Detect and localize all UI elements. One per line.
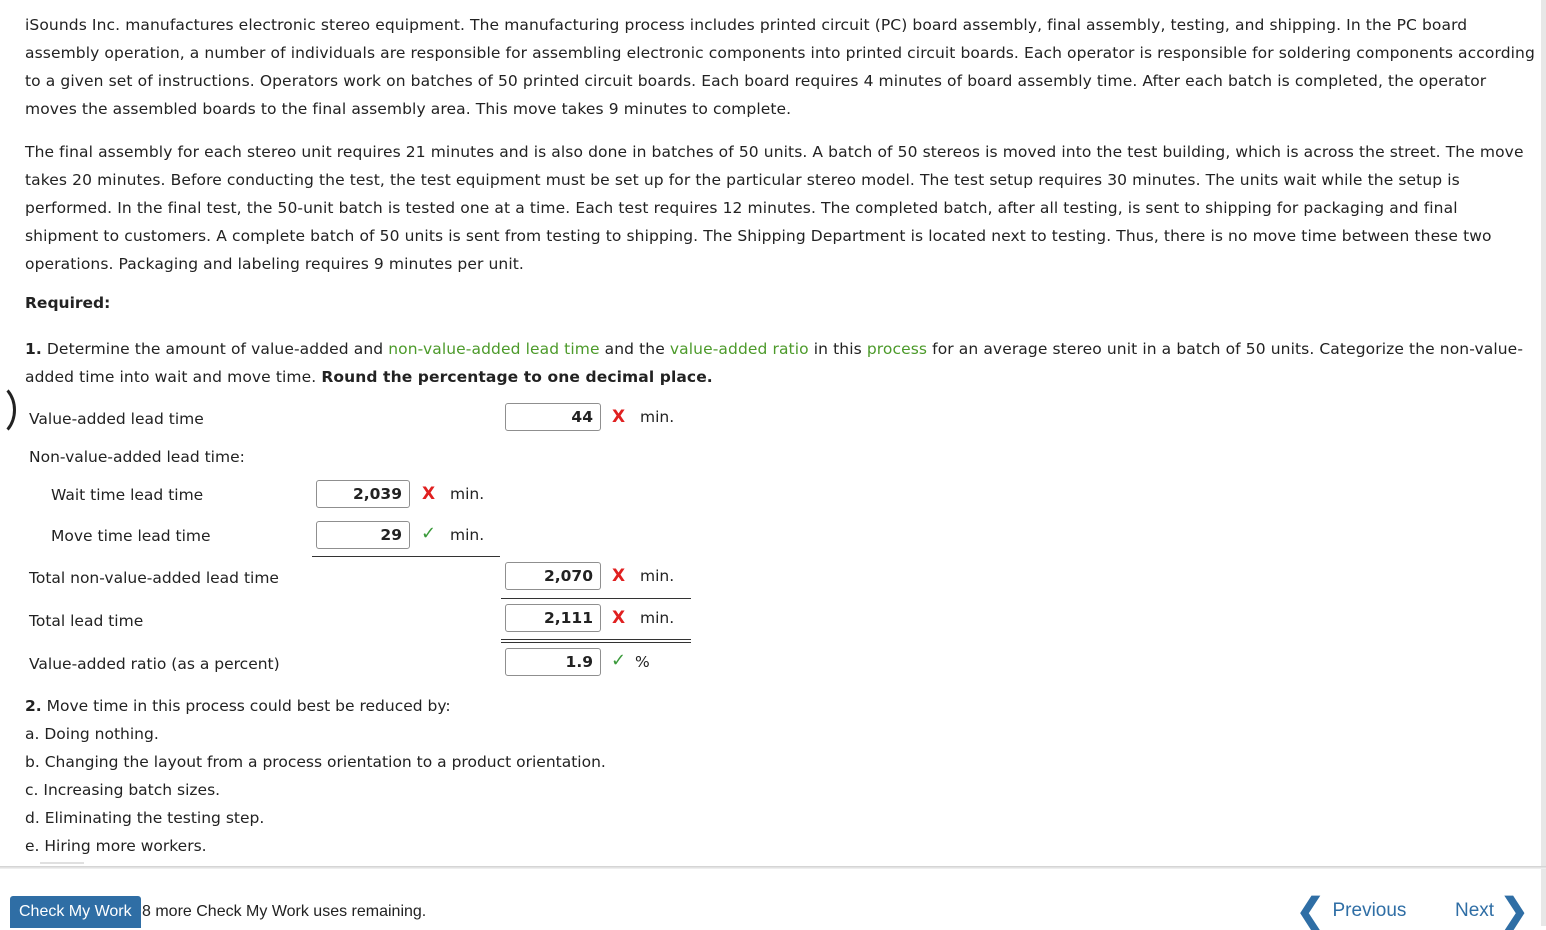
question-2-option-d: d. Eliminating the testing step. [25,809,265,827]
total-lead-time-unit: min. [640,609,675,627]
glossary-link-value-added-ratio[interactable]: value-added ratio [669,340,809,358]
value-added-unit: min. [640,408,675,426]
problem-paragraph-1: iSounds Inc. manufactures electronic stereo equipment. The manufacturing process includes printed circuit (PC) board assembly, final assembly, testing, and shipping. In the PC board assembly operation, a number of individuals are responsible for assembling electronic components into printed circuit boards. Each operator is responsible for soldering components according to a given set of instructions. Operators work on batches of 50 printed circuit boards. Each board requires 4 minutes of board assembly time. After each batch is completed, the operator moves the assembled boards to the final assembly area. This move takes 9 minutes to complete. [25,16,1535,118]
chevron-left-icon: ❮ [1296,892,1325,930]
value-added-incorrect-icon: X [612,407,626,427]
chevron-right-icon: ❯ [1500,892,1529,930]
double-rule-bottom [501,642,691,643]
divider [40,862,84,864]
value-added-ratio-input[interactable]: 1.9 [505,648,601,676]
wait-time-unit: min. [450,485,485,503]
question-2-prompt [25,692,925,720]
total-nva-input[interactable]: 2,070 [505,562,601,590]
value-added-ratio-unit: % [635,653,650,671]
question-2-option-c: c. Increasing batch sizes. [25,781,221,799]
check-uses-remaining: 8 more Check My Work uses remaining. [142,903,427,920]
question-2-option-a: a. Doing nothing. [25,725,159,743]
double-rule-top [501,639,691,640]
footer-divider [0,866,1546,869]
move-time-unit: min. [450,526,485,544]
move-time-input[interactable]: 29 [316,521,410,549]
total-rule [501,598,691,599]
scroll-position-marker [0,382,16,438]
previous-button[interactable] [1296,892,1407,930]
next-button[interactable] [1455,892,1529,930]
wait-time-input[interactable]: 2,039 [316,480,410,508]
question-2 [25,692,925,860]
q1-text-1: Determine the amount of value-added and [41,340,389,358]
scrollbar-track[interactable] [1541,0,1546,926]
question-2-option-b: b. Changing the layout from a process orientation to a product orientation. [25,753,606,771]
q1-text-4: for an average stereo unit in a batch of 50 units. Categorize the non-value-added time into wait and move time. [25,340,1524,386]
question-2-number: 2. [25,697,42,715]
value-added-ratio-label: Value-added ratio (as a percent) [29,655,280,673]
q1-text-3: in this [808,340,867,358]
glossary-link-non-value-added-lead-time[interactable]: non-value-added lead time [388,340,600,358]
total-lead-time-incorrect-icon: X [612,608,626,628]
glossary-link-process[interactable]: process [866,340,928,358]
footer-bar [0,866,1546,930]
question-2-prompt-text: Move time in this process could best be reduced by: [41,697,451,715]
value-added-ratio-correct-icon: ✓ [611,650,627,671]
total-nva-label: Total non-value-added lead time [29,569,279,587]
move-time-correct-icon: ✓ [421,523,437,544]
total-nva-unit: min. [640,567,675,585]
total-lead-time-label: Total lead time [29,612,144,630]
value-added-input[interactable]: 44 [505,403,601,431]
next-label: Next [1455,900,1495,921]
required-heading: Required: [25,294,111,312]
check-my-work-button[interactable]: Check My Work [10,896,141,928]
q1-text-2: and the [599,340,670,358]
value-added-label: Value-added lead time [29,410,204,428]
non-value-added-header: Non-value-added lead time: [29,448,245,466]
total-nva-incorrect-icon: X [612,566,626,586]
question-1-text [25,335,1530,391]
wait-time-label: Wait time lead time [51,486,204,504]
previous-label: Previous [1332,900,1407,921]
wait-time-incorrect-icon: X [422,484,436,504]
question-2-option-e: e. Hiring more workers. [25,837,207,855]
total-lead-time-input[interactable]: 2,111 [505,604,601,632]
subtotal-rule [312,556,500,557]
problem-paragraph-2: The final assembly for each stereo unit requires 21 minutes and is also done in batches of 50 units. A batch of 50 stereos is moved into the test building, which is across the street. The move takes 20 minutes. Before conducting the test, the test equipment must be set up for the particular stereo model. The test setup requires 30 minutes. The units wait while the setup is performed. In the final test, the 50-unit batch is tested one at a time. Each test requires 12 minutes. The completed batch, after all testing, is sent to shipping for packaging and final shipment to customers. A complete batch of 50 units is sent from testing to shipping. The Shipping Department is located next to testing. Thus, there is no move time between these two operations. Packaging and labeling requires 9 minutes per unit. [25,143,1524,273]
move-time-label: Move time lead time [51,527,211,545]
question-1-number: 1. [25,340,42,358]
q1-rounding-instruction: Round the percentage to one decimal place. [321,368,713,386]
